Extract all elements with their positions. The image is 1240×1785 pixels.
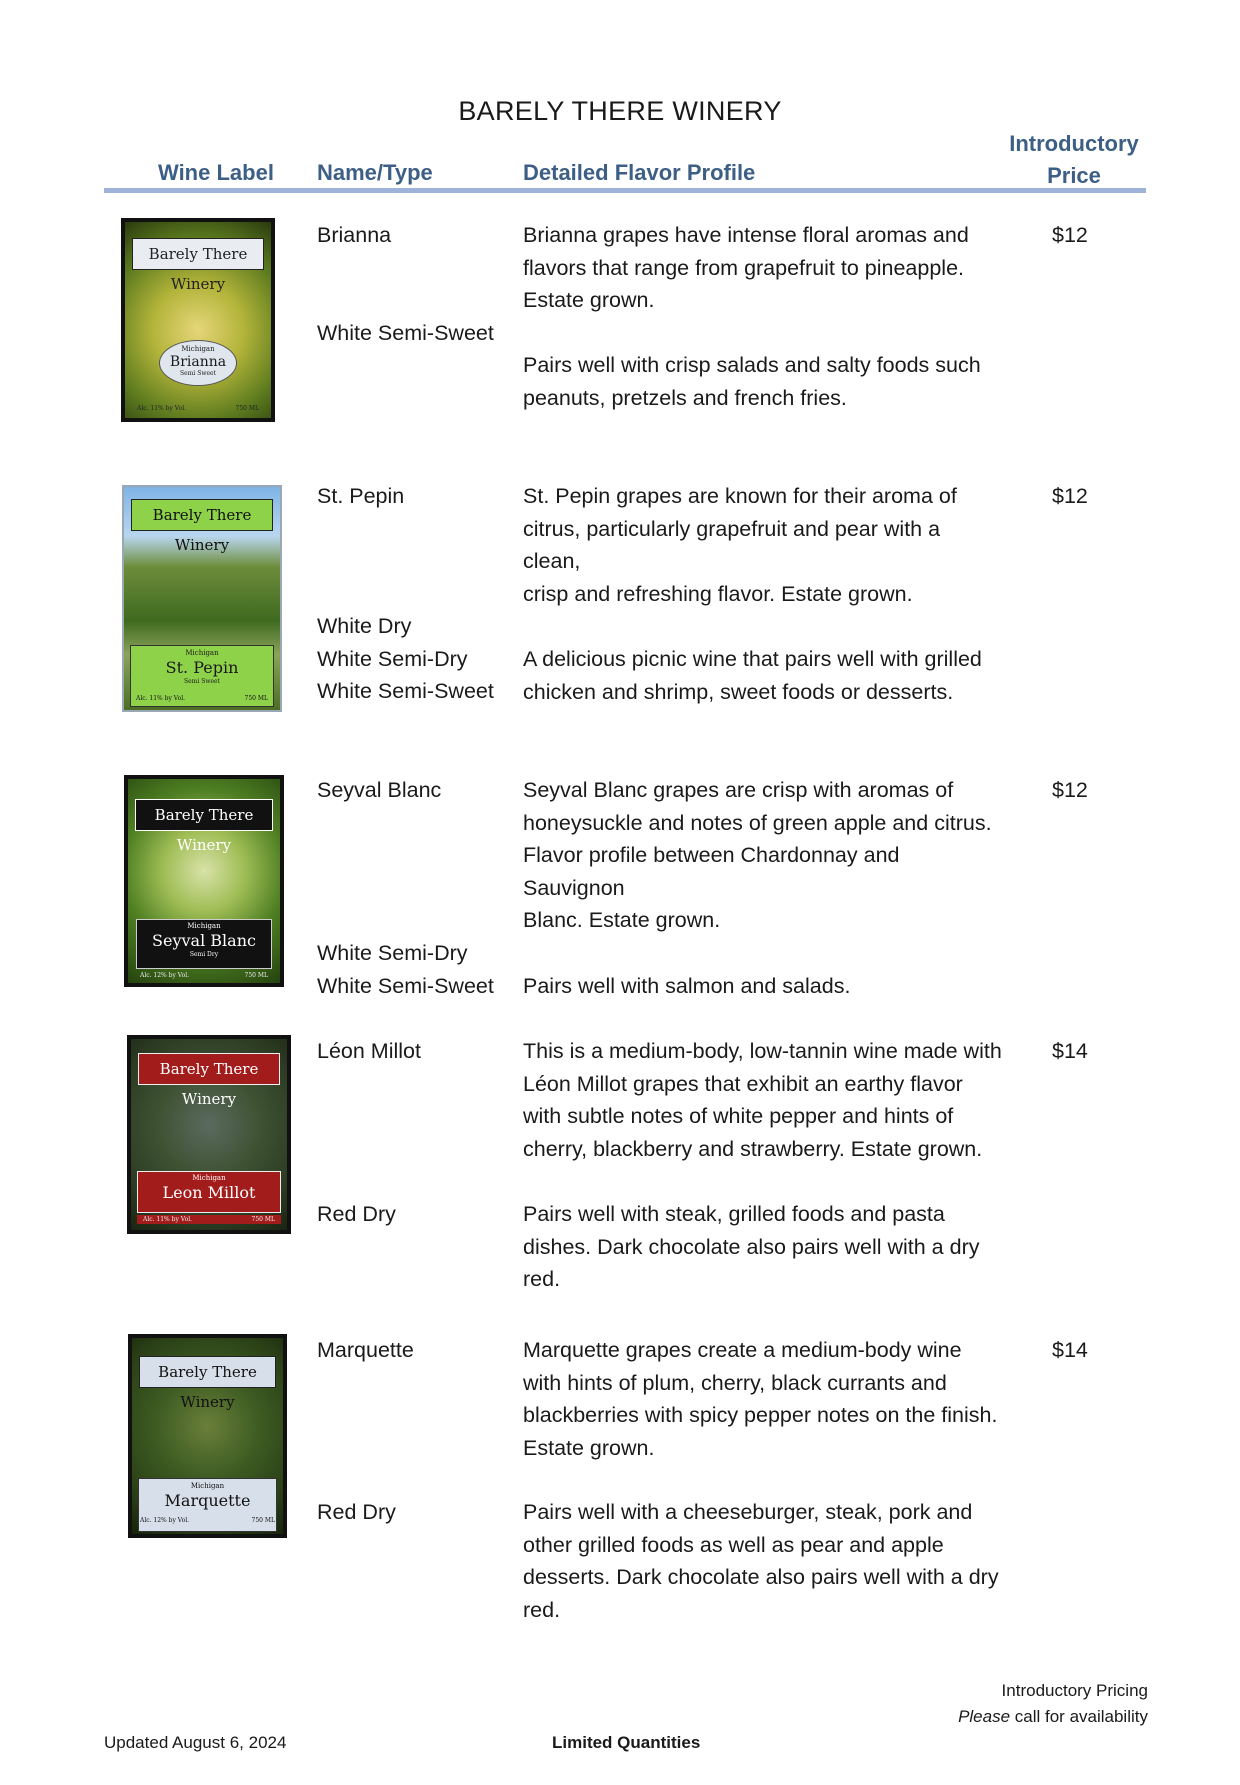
wine-label-image bbox=[122, 485, 282, 712]
label-vol: 750 ML bbox=[251, 1517, 275, 1524]
wine-name: St. Pepin bbox=[317, 484, 405, 508]
flavor-profile bbox=[523, 219, 1003, 317]
introductory-pricing: Introductory Pricing bbox=[1001, 1681, 1148, 1700]
label-wine-name: Seyval Blanc bbox=[152, 931, 256, 950]
pairing-line: other grilled foods as well as pear and apple bbox=[523, 1532, 944, 1557]
flavor-line: Estate grown. bbox=[523, 288, 655, 312]
pairing-line: dishes. Dark chocolate also pairs well with a dry bbox=[523, 1234, 980, 1259]
label-wine-name: St. Pepin bbox=[165, 658, 239, 677]
pairing-note bbox=[523, 1198, 1003, 1296]
wine-type: White Semi-Sweet bbox=[317, 679, 494, 703]
flavor-line: This is a medium-body, low-tannin wine made with bbox=[523, 1039, 1002, 1063]
flavor-line: Léon Millot grapes that exhibit an earthy flavor bbox=[523, 1071, 963, 1096]
label-alc: Alc. 11% by Vol. bbox=[136, 695, 186, 702]
label-alc: Alc. 12% by Vol. bbox=[140, 972, 190, 979]
pairing-line: Pairs well with steak, grilled foods and pasta bbox=[523, 1202, 945, 1226]
wine-label-image bbox=[128, 1334, 287, 1538]
flavor-line: St. Pepin grapes are known for their aroma of bbox=[523, 484, 957, 508]
wine-type: Red Dry bbox=[317, 1500, 396, 1524]
pairing-note bbox=[523, 349, 1003, 414]
flavor-line: blackberries with spicy pepper notes on the finish. bbox=[523, 1403, 998, 1427]
label-vol: 750 ML bbox=[251, 1216, 275, 1223]
flavor-line: Seyval Blanc grapes are crisp with aromas of bbox=[523, 778, 954, 802]
wine-type: White Dry bbox=[317, 614, 412, 638]
wine-type: White Semi-Sweet bbox=[317, 321, 494, 345]
flavor-profile bbox=[523, 1035, 1003, 1165]
flavor-line: cherry, blackberry and strawberry. Estate grown. bbox=[523, 1136, 983, 1161]
flavor-line: with subtle notes of white pepper and hints of bbox=[523, 1104, 954, 1128]
label-wine-name: Leon Millot bbox=[162, 1183, 256, 1202]
flavor-line: citrus, particularly grapefruit and pear with a clean, bbox=[523, 516, 941, 573]
label-alc: Alc. 11% by Vol. bbox=[137, 405, 187, 412]
wine-type: White Semi-Sweet bbox=[317, 973, 494, 998]
label-wine-name: Brianna bbox=[169, 354, 227, 370]
pairing-note bbox=[523, 1496, 1003, 1626]
label-vol: 750 ML bbox=[235, 405, 259, 412]
wine-name: Brianna bbox=[317, 223, 392, 247]
label-style: Semi Sweet bbox=[184, 678, 220, 685]
label-state: Michigan bbox=[192, 1174, 226, 1182]
header-price-line2: Price bbox=[1047, 163, 1101, 188]
label-state: Michigan bbox=[187, 922, 221, 930]
wine-name: Seyval Blanc bbox=[317, 778, 442, 802]
label-brand: Barely There Winery bbox=[131, 499, 273, 531]
wine-label-image bbox=[127, 1035, 291, 1234]
flavor-line: Marquette grapes create a medium-body wine bbox=[523, 1338, 962, 1362]
flavor-line: Blanc. Estate grown. bbox=[523, 908, 721, 932]
label-state: Michigan bbox=[190, 1482, 225, 1490]
label-vol: 750 ML bbox=[244, 695, 268, 702]
wine-label-image bbox=[124, 775, 284, 987]
pairing-line: red. bbox=[523, 1597, 561, 1622]
pairing-line: desserts. Dark chocolate also pairs well with a dry bbox=[523, 1565, 999, 1589]
wine-type: White Semi-Dry bbox=[317, 941, 468, 965]
label-style: Semi Dry bbox=[189, 951, 219, 958]
label-alc: Alc. 11% by Vol. bbox=[143, 1216, 193, 1223]
header-price-line1: Introductory bbox=[1009, 131, 1139, 156]
wine-price: $12 bbox=[1052, 484, 1088, 508]
flavor-profile bbox=[523, 774, 1003, 937]
availability-text: call for availability bbox=[1010, 1707, 1148, 1726]
label-brand: Barely There Winery bbox=[135, 799, 273, 831]
flavor-line: Estate grown. bbox=[523, 1435, 655, 1460]
header-rule bbox=[104, 188, 1146, 193]
pairing-line: red. bbox=[523, 1267, 561, 1291]
updated-date: Updated August 6, 2024 bbox=[104, 1733, 287, 1752]
label-state: Michigan bbox=[185, 649, 219, 657]
label-state: Michigan bbox=[181, 345, 215, 353]
flavor-profile bbox=[523, 480, 1003, 610]
pairing-line: Pairs well with crisp salads and salty foods such bbox=[523, 353, 981, 377]
header-price bbox=[1004, 128, 1144, 192]
flavor-line: honeysuckle and notes of green apple and citrus. bbox=[523, 810, 992, 835]
limited-quantities: Limited Quantities bbox=[552, 1733, 701, 1752]
label-brand: Barely There Winery bbox=[132, 238, 264, 270]
wine-price: $12 bbox=[1052, 778, 1088, 802]
page-title: BARELY THERE WINERY bbox=[458, 96, 782, 126]
flavor-line: with hints of plum, cherry, black currants and bbox=[523, 1370, 947, 1395]
pairing-line: chicken and shrimp, sweet foods or desserts. bbox=[523, 679, 954, 704]
flavor-line: flavors that range from grapefruit to pineapple. bbox=[523, 255, 965, 280]
flavor-line: crisp and refreshing flavor. Estate grown. bbox=[523, 581, 913, 606]
header-flavor-profile: Detailed Flavor Profile bbox=[523, 160, 756, 185]
wine-type: White Semi-Dry bbox=[317, 646, 468, 671]
header-name-type: Name/Type bbox=[317, 160, 433, 185]
wine-types bbox=[317, 937, 494, 1002]
wine-name: Marquette bbox=[317, 1338, 414, 1362]
please-text: Please bbox=[958, 1707, 1011, 1726]
label-wine-name: Marquette bbox=[164, 1491, 251, 1510]
pricing-note bbox=[958, 1678, 1148, 1730]
wine-type: Red Dry bbox=[317, 1202, 396, 1226]
pairing-line: Pairs well with a cheeseburger, steak, pork and bbox=[523, 1500, 973, 1524]
wine-price: $14 bbox=[1052, 1039, 1088, 1063]
wine-name: Léon Millot bbox=[317, 1039, 421, 1063]
pairing-note bbox=[523, 970, 1003, 1003]
flavor-line: Brianna grapes have intense floral aromas and bbox=[523, 223, 969, 247]
pairing-line: A delicious picnic wine that pairs well with grilled bbox=[523, 647, 982, 671]
header-wine-label: Wine Label bbox=[158, 160, 274, 185]
pairing-line: Pairs well with salmon and salads. bbox=[523, 974, 851, 998]
label-style: Semi Sweet bbox=[180, 370, 216, 377]
wine-price: $12 bbox=[1052, 223, 1088, 247]
label-alc: Alc. 12% by Vol. bbox=[140, 1517, 190, 1524]
label-vol: 750 ML bbox=[244, 972, 268, 979]
pairing-note bbox=[523, 643, 1003, 708]
wine-types bbox=[317, 610, 494, 708]
label-brand: Barely There Winery bbox=[139, 1356, 276, 1388]
wine-price: $14 bbox=[1052, 1338, 1088, 1362]
wine-label-image bbox=[121, 218, 275, 422]
flavor-line: Flavor profile between Chardonnay and Sauvignon bbox=[523, 843, 900, 900]
flavor-profile bbox=[523, 1334, 1003, 1464]
pairing-line: peanuts, pretzels and french fries. bbox=[523, 385, 847, 410]
label-brand: Barely There Winery bbox=[138, 1053, 280, 1085]
